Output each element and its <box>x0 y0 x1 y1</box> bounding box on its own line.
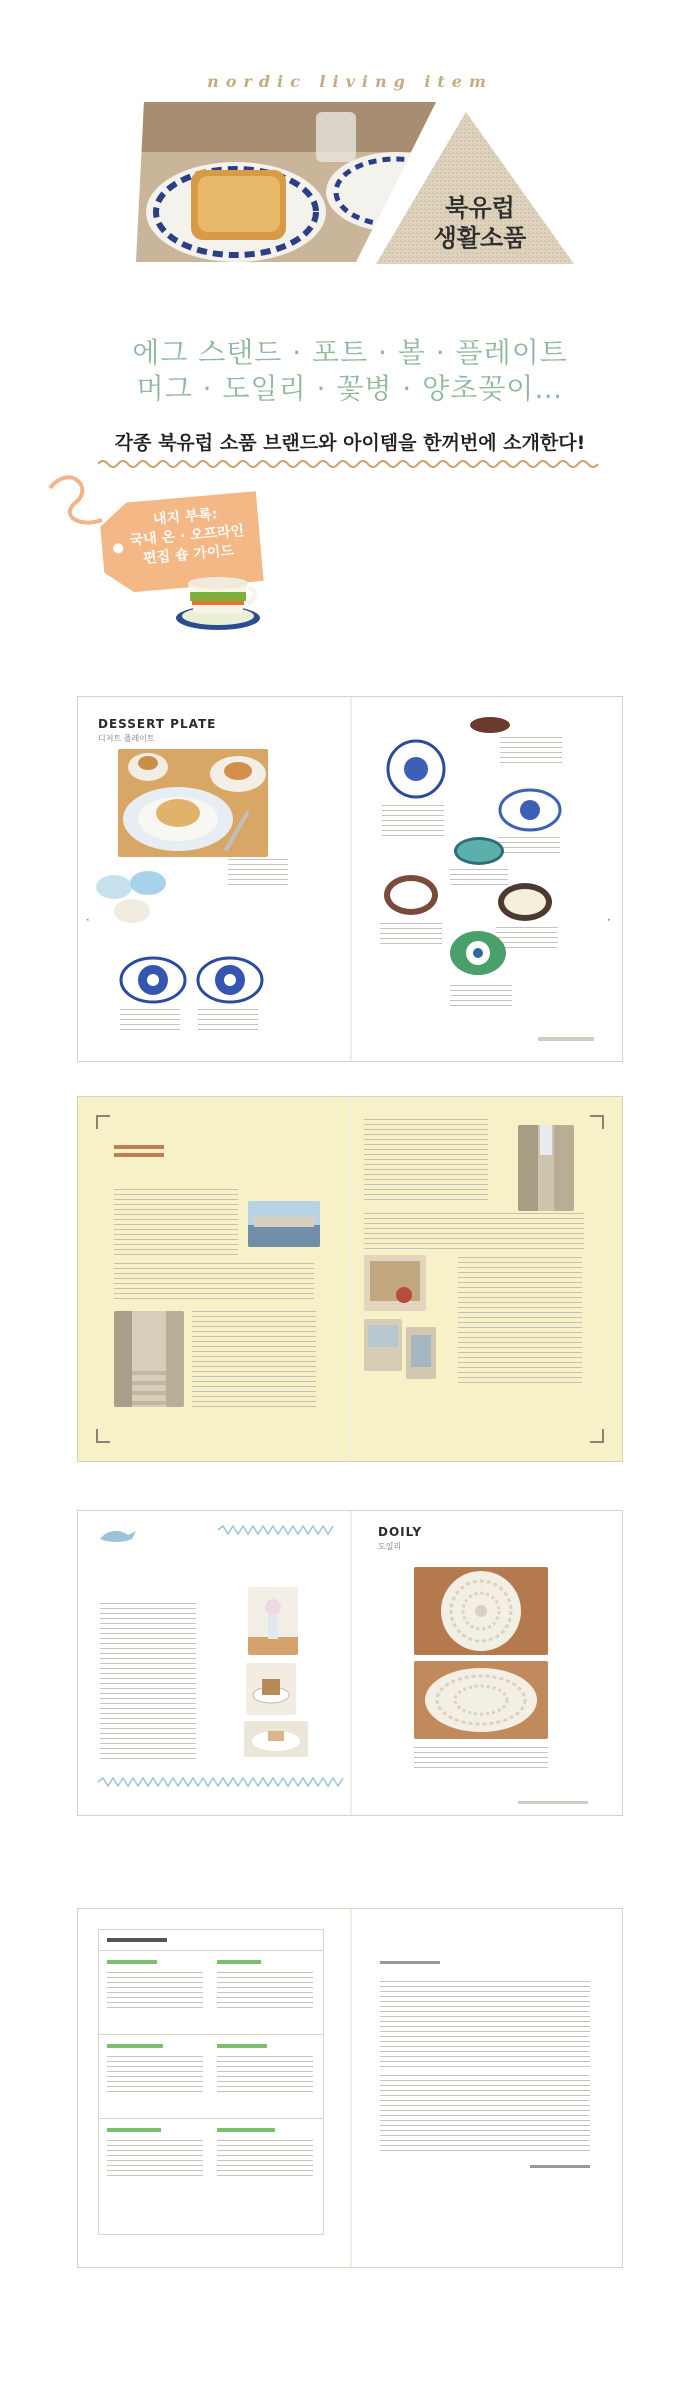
doily-photo-2 <box>414 1661 548 1739</box>
article-text-lines <box>458 1257 582 1387</box>
shop-name-6 <box>217 2128 275 2132</box>
teal-plate <box>454 837 504 865</box>
shop-name-5 <box>107 2128 161 2132</box>
shop-desc-lines <box>217 2140 313 2180</box>
shop-list-heading <box>107 1938 167 1942</box>
magazine-section-label: nordic living item <box>207 72 493 91</box>
shop-name-4 <box>217 2044 267 2048</box>
tea-set-photo <box>246 1663 296 1715</box>
section-heading-bar <box>114 1153 164 1157</box>
essay-text-lines <box>380 2075 590 2155</box>
harbor-photo <box>248 1201 320 1247</box>
page-marker: ◂ <box>86 917 89 923</box>
caption-text-lines <box>380 923 442 945</box>
dessert-photo-main <box>118 749 268 857</box>
shop-desc-lines <box>217 1972 313 2012</box>
blue-floral-bowls <box>118 955 268 1005</box>
brown-plate <box>470 717 510 733</box>
shop-name-3 <box>107 2044 163 2048</box>
doily-photo-1 <box>414 1567 548 1655</box>
shop-desc-lines <box>217 2056 313 2096</box>
caption-text-lines <box>500 737 562 763</box>
essay-signature <box>530 2165 590 2168</box>
zigzag-divider <box>218 1525 338 1535</box>
headline-items <box>0 335 700 407</box>
article-text-lines <box>114 1189 238 1257</box>
spread-doily <box>77 1510 623 1816</box>
brown-rim-plate <box>384 875 438 915</box>
shop-photo <box>364 1319 402 1371</box>
stairs-photo <box>114 1311 184 1407</box>
shop-name-2 <box>217 1960 261 1964</box>
cover-hero <box>0 0 700 700</box>
flower-plate <box>448 929 508 977</box>
page-fold <box>350 1909 352 2267</box>
article-text-lines <box>114 1263 314 1303</box>
bird-icon <box>98 1527 138 1545</box>
corner-bracket <box>590 1115 604 1129</box>
dessert-plate-title: DESSERT PLATE <box>98 717 217 731</box>
footer-line <box>538 1037 594 1041</box>
tag-line2: 국내 온 · 오프라인 <box>129 523 245 549</box>
caption-text-lines <box>382 805 444 837</box>
section-heading-bar <box>114 1145 164 1149</box>
flower-vase-photo <box>248 1587 298 1655</box>
article-text-lines <box>100 1603 196 1763</box>
page-fold <box>350 697 352 1061</box>
hero-title-line2: 생활소품 <box>433 224 527 252</box>
article-text-lines <box>192 1311 316 1407</box>
blue-floral-plate-2 <box>498 787 562 833</box>
shop-desc-lines <box>107 1972 203 2012</box>
corner-bracket <box>96 1115 110 1129</box>
article-text-lines <box>364 1213 584 1253</box>
alley-photo <box>518 1125 574 1211</box>
corner-bracket <box>96 1429 110 1443</box>
caption-text-lines <box>228 859 288 887</box>
article-text-lines <box>364 1119 488 1203</box>
tag-line1: 내지 부록: <box>152 506 219 528</box>
corner-bracket <box>590 1429 604 1443</box>
page-marker: ▸ <box>608 917 611 923</box>
caption-text-lines <box>198 1009 258 1031</box>
blue-floral-plate-1 <box>386 739 446 799</box>
doily-subtitle: 도일리 <box>378 1542 402 1551</box>
page-fold <box>350 1097 352 1461</box>
headline-items-line2: 머그 · 도일리 · 꽃병 · 양초꽂이… <box>136 372 564 405</box>
shop-desc-lines <box>107 2056 203 2096</box>
caption-text-lines <box>450 985 512 1007</box>
shop-list-box <box>98 1929 324 2235</box>
page-fold <box>350 1511 352 1815</box>
caption-text-lines <box>120 1009 180 1031</box>
divider <box>99 1950 323 1951</box>
cake-photo <box>244 1721 308 1757</box>
spread-travel-article <box>77 1096 623 1462</box>
headline-subtitle: 각종 북유럽 소품 브랜드와 아이템을 한꺼번에 소개한다! <box>114 432 586 454</box>
dessert-plate-subtitle: 디저트 플레이트 <box>98 734 155 743</box>
headline-items-line1: 에그 스탠드 · 포트 · 볼 · 플레이트 <box>132 336 568 369</box>
caption-text-lines <box>450 869 508 887</box>
caption-text-lines <box>498 837 560 857</box>
hero-title <box>425 193 535 253</box>
divider <box>99 2034 323 2035</box>
street-photo <box>364 1255 426 1311</box>
shop-name-1 <box>107 1960 157 1964</box>
tag-line3: 편집 숍 가이드 <box>142 542 235 567</box>
divider <box>99 2118 323 2119</box>
essay-text-lines <box>380 1981 590 2067</box>
shop-desc-lines <box>107 2140 203 2180</box>
window-photo <box>406 1327 436 1379</box>
footer-line <box>518 1801 588 1804</box>
zigzag-divider-bottom <box>78 1777 350 1787</box>
dark-rim-plate <box>498 883 552 921</box>
spread-dessert-plate <box>77 696 623 1062</box>
hero-title-line1: 북유럽 <box>445 194 515 222</box>
caption-text-lines <box>414 1747 548 1771</box>
doily-title: DOILY <box>378 1525 423 1539</box>
spread-shop-guide <box>77 1908 623 2268</box>
essay-heading <box>380 1961 440 1964</box>
pastel-plates <box>92 865 172 929</box>
